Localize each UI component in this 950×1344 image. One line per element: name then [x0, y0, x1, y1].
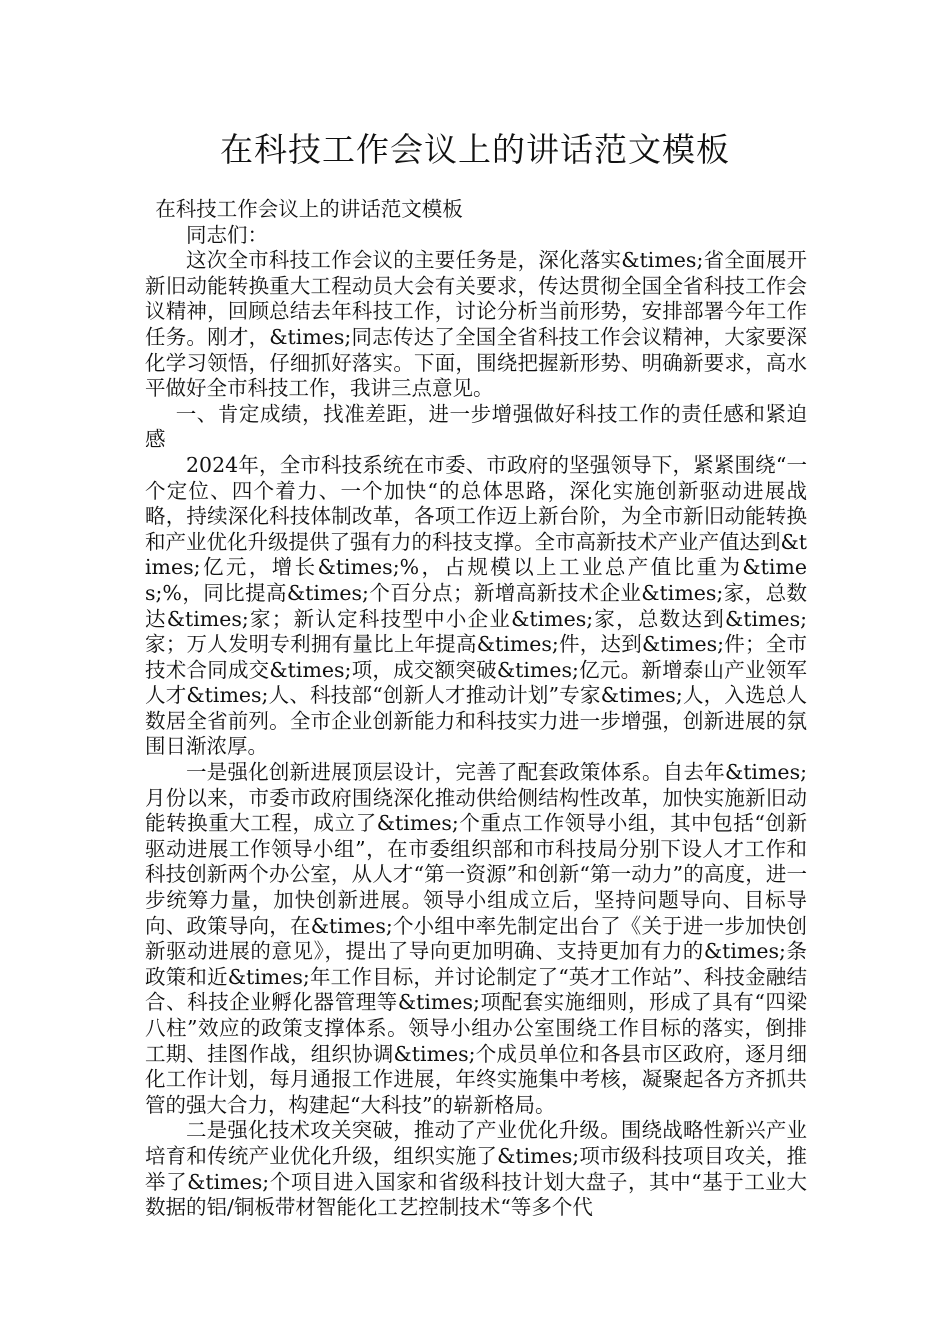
paragraph-2024-achievements: 2024年，全市科技系统在市委、市政府的坚强领导下，紧紧围绕“一个定位、四个着力、一个加快“的总体思路，深化实施创新驱动进展战略，持续深化科技体制改革，各项工作迈上新台阶，为全市新旧动能转换和产业优化升级提供了强有力的科技支撑。全市高新技术产业产值达到&times;亿元，增长&times;%，占规模以上工业总产值比重为&times;%，同比提高&times;个百分点；新增高新技术企业&times;家，总数达&times;家；新认定科技型中小企业&times;家，总数达到&times;家；万人发明专利拥有量比上年提高&times;件，达到&times;件；全市技术合同成交&times;项，成交额突破&times;亿元。新增泰山产业领军人才&times;人、科技部“创新人才推动计划”专家&times;人，入选总人数居全省前列。全市企业创新能力和科技实力进一步增强，创新进展的氛围日渐浓厚。: [145, 452, 807, 759]
section-heading-1: 一、肯定成绩，找准差距，进一步增强做好科技工作的责任感和紧迫感: [145, 401, 807, 452]
document-subtitle: 在科技工作会议上的讲话范文模板: [155, 197, 463, 221]
intro-paragraph: 这次全市科技工作会议的主要任务是，深化落实&times;省全面展开新旧动能转换重大工程动员大会有关要求，传达贯彻全国全省科技工作会议精神，回顾总结去年科技工作，讨论分析当前形势，安排部署今年工作任务。刚才，&times;同志传达了全国全省科技工作会议精神，大家要深化学习领悟，仔细抓好落实。下面，围绕把握新形势、明确新要求，高水平做好全市科技工作，我讲三点意见。: [145, 248, 807, 401]
paragraph-first-point: 一是强化创新进展顶层设计，完善了配套政策体系。自去年&times;月份以来，市委市政府围绕深化推动供给侧结构性改革，加快实施新旧动能转换重大工程，成立了&times;个重点工作领导小组，其中包括“创新驱动进展工作领导小组”，在市委组织部和市科技局分别下设人才工作和科技创新两个办公室，从人才“第一资源”和创新“第一动力”的高度，进一步统筹力量，加快创新进展。领导小组成立后，坚持问题导向、目标导向、政策导向，在&times;个小组中率先制定出台了《关于进一步加快创新驱动进展的意见》，提出了导向更加明确、支持更加有力的&times;条政策和近&times;年工作目标，并讨论制定了“英才工作站”、科技金融结合、科技企业孵化器管理等&times;项配套实施细则，形成了具有“四梁八柱”效应的政策支撑体系。领导小组办公室围绕工作目标的落实，倒排工期、挂图作战，组织协调&times;个成员单位和各县市区政府，逐月细化工作计划，每月通报工作进展，年终实施集中考核，凝聚起各方齐抓共管的强大合力，构建起“大科技”的崭新格局。: [145, 760, 807, 1117]
document-title: 在科技工作会议上的讲话范文模板: [220, 130, 730, 169]
salutation: 同志们：: [186, 222, 268, 247]
paragraph-second-point: 二是强化技术攻关突破，推动了产业优化升级。围绕战略性新兴产业培育和传统产业优化升级，组织实施了&times;项市级科技项目攻关，推举了&times;个项目进入国家和省级科技计划大盘子，其中“基于工业大数据的铝/铜板带材智能化工艺控制技术“等多个代: [145, 1118, 807, 1220]
document-body: [145, 197, 807, 1221]
